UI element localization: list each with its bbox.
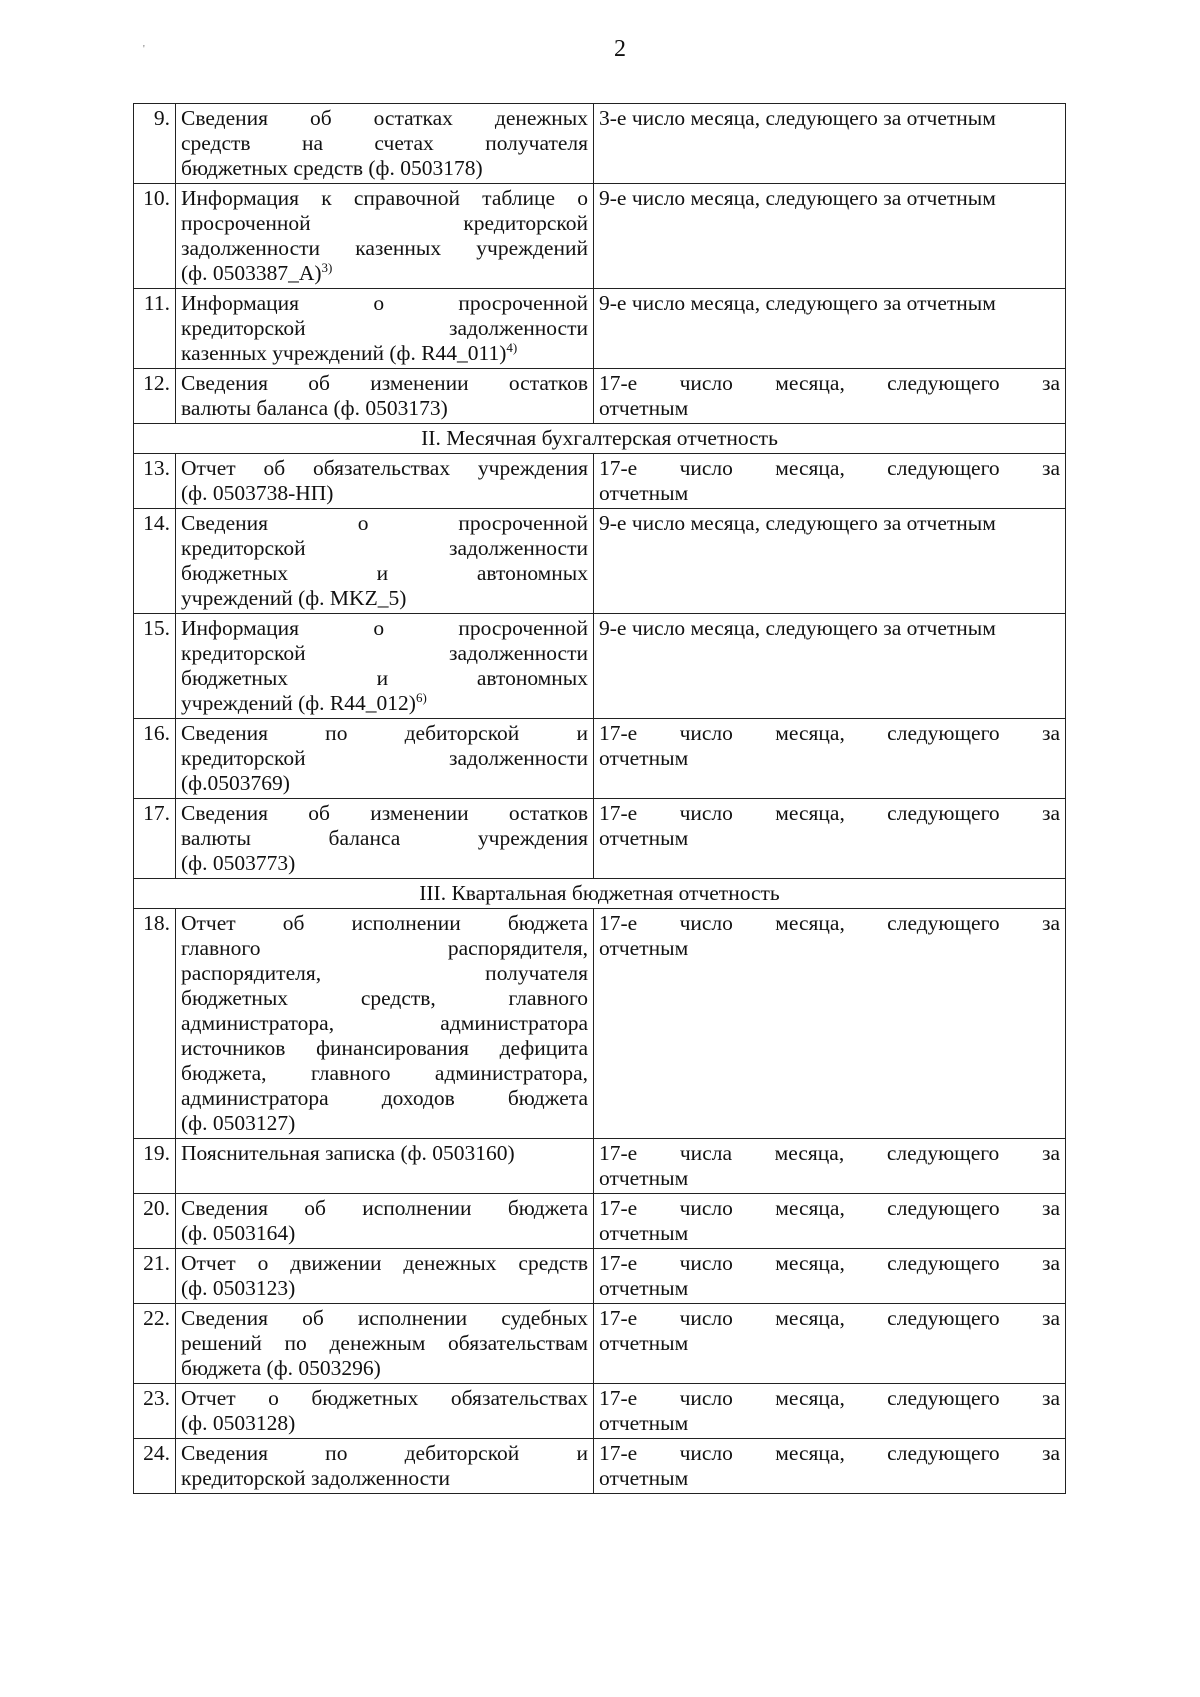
report-name-text: (ф. 0503773): [181, 851, 296, 875]
deadline-cell: [594, 1249, 1066, 1304]
deadline-cell: [594, 509, 1066, 614]
report-name-cell: [176, 369, 594, 424]
section-header-row: [134, 879, 1066, 909]
table-row: [134, 1249, 1066, 1304]
footnote-ref: 4): [506, 339, 518, 355]
section-title: II. Месячная бухгалтерская отчетность: [134, 424, 1066, 454]
report-name-text: Сведения об изменении остатков: [181, 801, 588, 825]
report-name-text: кредиторской задолженности: [181, 1466, 451, 1490]
table-row: [134, 509, 1066, 614]
row-number: 14.: [134, 509, 176, 614]
report-name-line: [181, 1011, 588, 1036]
report-name-text: кредиторской задолженности: [181, 316, 588, 340]
deadline-line: 9-е число месяца, следующего за отчетным: [599, 186, 996, 210]
report-name-text: бюджетных и автономных: [181, 561, 588, 585]
section-title: III. Квартальная бюджетная отчетность: [134, 879, 1066, 909]
report-name-line: [181, 291, 588, 316]
deadline-line: 17-е число месяца, следующего за: [599, 911, 1060, 935]
report-name-line: [181, 1331, 588, 1356]
report-name-text: казенных учреждений (ф. R44_011): [181, 341, 507, 365]
deadline-line: 17-е числа месяца, следующего за: [599, 1141, 1060, 1165]
deadline-line: отчетным: [599, 746, 689, 770]
report-name-text: Сведения об исполнении бюджета: [181, 1196, 588, 1220]
report-name-cell: [176, 1194, 594, 1249]
report-name-text: Отчет о движении денежных средств: [181, 1251, 588, 1275]
table-row: [134, 1139, 1066, 1194]
row-number: 15.: [134, 614, 176, 719]
report-name-text: источников финансирования дефицита: [181, 1036, 588, 1060]
deadline-line: 3-е число месяца, следующего за отчетным: [599, 106, 996, 130]
row-number: 18.: [134, 909, 176, 1139]
report-name-text: Отчет о бюджетных обязательствах: [181, 1386, 588, 1410]
report-name-line: [181, 396, 588, 421]
report-name-text: валюты баланса (ф. 0503173): [181, 396, 448, 420]
report-name-line: [181, 341, 588, 366]
report-name-cell: [176, 799, 594, 879]
report-name-text: распорядителя, получателя: [181, 961, 588, 985]
deadline-line: отчетным: [599, 826, 689, 850]
report-name-text: Информация к справочной таблице о: [181, 186, 588, 210]
deadline-cell: [594, 454, 1066, 509]
table-row: [134, 1384, 1066, 1439]
report-name-text: (ф. 0503123): [181, 1276, 296, 1300]
report-name-cell: [176, 104, 594, 184]
report-name-cell: [176, 1439, 594, 1494]
report-name-line: [181, 851, 588, 876]
row-number: 16.: [134, 719, 176, 799]
deadline-line: 17-е число месяца, следующего за: [599, 1306, 1060, 1330]
table-row: [134, 799, 1066, 879]
report-name-text: Пояснительная записка (ф. 0503160): [181, 1141, 515, 1165]
report-name-text: средств на счетах получателя: [181, 131, 588, 155]
deadline-line: отчетным: [599, 936, 689, 960]
report-name-line: [181, 106, 588, 131]
report-name-line: [181, 1196, 588, 1221]
deadline-cell: [594, 1139, 1066, 1194]
report-name-text: главного распорядителя,: [181, 936, 588, 960]
table-row: [134, 104, 1066, 184]
report-name-line: [181, 236, 588, 261]
deadline-line: отчетным: [599, 1411, 689, 1435]
report-name-line: [181, 691, 588, 716]
deadline-line: отчетным: [599, 1466, 689, 1490]
report-name-text: Сведения по дебиторской и: [181, 721, 588, 745]
report-name-line: [181, 1061, 588, 1086]
report-name-text: бюджета, главного администратора,: [181, 1061, 588, 1085]
deadline-line: 17-е число месяца, следующего за: [599, 371, 1060, 395]
deadline-cell: [594, 1384, 1066, 1439]
report-name-line: [181, 1141, 588, 1166]
table-row: [134, 614, 1066, 719]
row-number: 17.: [134, 799, 176, 879]
report-name-text: (ф.0503769): [181, 771, 290, 795]
deadline-line: 9-е число месяца, следующего за отчетным: [599, 291, 996, 315]
report-name-line: [181, 561, 588, 586]
row-number: 23.: [134, 1384, 176, 1439]
report-name-cell: [176, 1139, 594, 1194]
deadline-cell: [594, 614, 1066, 719]
deadline-line: отчетным: [599, 481, 689, 505]
report-name-text: Сведения об изменении остатков: [181, 371, 588, 395]
report-name-line: [181, 911, 588, 936]
report-name-line: [181, 1411, 588, 1436]
deadline-line: 17-е число месяца, следующего за: [599, 456, 1060, 480]
report-name-line: [181, 131, 588, 156]
report-name-line: [181, 801, 588, 826]
report-name-text: Сведения по дебиторской и: [181, 1441, 588, 1465]
row-number: 19.: [134, 1139, 176, 1194]
report-name-line: [181, 1356, 588, 1381]
report-name-cell: [176, 719, 594, 799]
table-row: [134, 184, 1066, 289]
section-header-row: [134, 424, 1066, 454]
footnote-ref: 3): [321, 259, 333, 275]
report-name-cell: [176, 1384, 594, 1439]
deadline-line: отчетным: [599, 1166, 689, 1190]
table-row: [134, 1304, 1066, 1384]
report-name-line: [181, 1466, 588, 1491]
report-name-line: [181, 586, 588, 611]
report-name-cell: [176, 909, 594, 1139]
deadline-cell: [594, 184, 1066, 289]
report-name-line: [181, 1086, 588, 1111]
deadline-cell: [594, 104, 1066, 184]
table-row: [134, 454, 1066, 509]
report-name-text: кредиторской задолженности: [181, 536, 588, 560]
report-name-text: (ф. 0503128): [181, 1411, 296, 1435]
report-name-line: [181, 746, 588, 771]
report-name-text: бюджетных и автономных: [181, 666, 588, 690]
row-number: 11.: [134, 289, 176, 369]
deadline-cell: [594, 1439, 1066, 1494]
report-name-line: [181, 371, 588, 396]
report-name-line: [181, 1036, 588, 1061]
report-name-line: [181, 316, 588, 341]
report-name-line: [181, 481, 588, 506]
scan-mark: ': [143, 44, 145, 55]
report-name-text: бюджета (ф. 0503296): [181, 1356, 381, 1380]
report-name-text: (ф. 0503164): [181, 1221, 296, 1245]
deadline-line: 9-е число месяца, следующего за отчетным: [599, 511, 996, 535]
report-name-line: [181, 156, 588, 181]
deadline-cell: [594, 369, 1066, 424]
table-row: [134, 909, 1066, 1139]
report-name-text: учреждений (ф. MKZ_5): [181, 586, 407, 610]
report-name-text: администратора доходов бюджета: [181, 1086, 588, 1110]
report-name-text: (ф. 0503127): [181, 1111, 296, 1135]
report-name-text: Информация о просроченной: [181, 291, 588, 315]
row-number: 10.: [134, 184, 176, 289]
row-number: 24.: [134, 1439, 176, 1494]
row-number: 12.: [134, 369, 176, 424]
report-name-line: [181, 1251, 588, 1276]
row-number: 20.: [134, 1194, 176, 1249]
report-name-text: бюджетных средств (ф. 0503178): [181, 156, 483, 180]
row-number: 21.: [134, 1249, 176, 1304]
report-name-line: [181, 1386, 588, 1411]
report-name-line: [181, 616, 588, 641]
report-name-text: валюты баланса учреждения: [181, 826, 588, 850]
deadline-line: 17-е число месяца, следующего за: [599, 1386, 1060, 1410]
footnote-ref: 6): [415, 689, 427, 705]
report-name-line: [181, 826, 588, 851]
deadline-cell: [594, 719, 1066, 799]
report-name-cell: [176, 184, 594, 289]
report-name-line: [181, 261, 588, 286]
report-name-line: [181, 1221, 588, 1246]
report-name-text: Отчет об исполнении бюджета: [181, 911, 588, 935]
report-name-line: [181, 511, 588, 536]
report-name-cell: [176, 454, 594, 509]
deadline-line: отчетным: [599, 1221, 689, 1245]
deadline-line: 17-е число месяца, следующего за: [599, 721, 1060, 745]
report-name-text: Сведения об остатках денежных: [181, 106, 588, 130]
deadline-cell: [594, 1194, 1066, 1249]
report-name-line: [181, 1306, 588, 1331]
row-number: 22.: [134, 1304, 176, 1384]
report-name-line: [181, 666, 588, 691]
report-name-cell: [176, 509, 594, 614]
page-number: 2: [614, 36, 626, 62]
deadline-cell: [594, 289, 1066, 369]
report-name-cell: [176, 614, 594, 719]
deadline-line: 17-е число месяца, следующего за: [599, 1196, 1060, 1220]
report-name-text: Отчет об обязательствах учреждения: [181, 456, 588, 480]
report-name-line: [181, 186, 588, 211]
row-number: 9.: [134, 104, 176, 184]
deadline-cell: [594, 909, 1066, 1139]
report-name-text: (ф. 0503387_А): [181, 261, 322, 285]
report-name-line: [181, 771, 588, 796]
deadline-cell: [594, 799, 1066, 879]
report-name-line: [181, 721, 588, 746]
report-name-line: [181, 986, 588, 1011]
table-row: [134, 1439, 1066, 1494]
report-name-line: [181, 456, 588, 481]
report-name-text: бюджетных средств, главного: [181, 986, 588, 1010]
deadline-line: отчетным: [599, 396, 689, 420]
report-name-line: [181, 536, 588, 561]
deadline-line: 17-е число месяца, следующего за: [599, 801, 1060, 825]
report-name-line: [181, 1276, 588, 1301]
report-name-text: администратора, администратора: [181, 1011, 588, 1035]
report-name-text: кредиторской задолженности: [181, 746, 588, 770]
deadline-line: отчетным: [599, 1276, 689, 1300]
report-name-text: Сведения об исполнении судебных: [181, 1306, 588, 1330]
report-name-line: [181, 1441, 588, 1466]
table-row: [134, 1194, 1066, 1249]
report-name-text: учреждений (ф. R44_012): [181, 691, 416, 715]
report-name-cell: [176, 1249, 594, 1304]
report-name-text: просроченной кредиторской: [181, 211, 588, 235]
reporting-schedule-table: [133, 103, 1066, 1494]
report-name-line: [181, 936, 588, 961]
report-name-text: Информация о просроченной: [181, 616, 588, 640]
deadline-line: 17-е число месяца, следующего за: [599, 1441, 1060, 1465]
report-name-text: (ф. 0503738-НП): [181, 481, 334, 505]
report-name-cell: [176, 289, 594, 369]
table-row: [134, 289, 1066, 369]
table-row: [134, 719, 1066, 799]
deadline-line: 17-е число месяца, следующего за: [599, 1251, 1060, 1275]
report-name-text: задолженности казенных учреждений: [181, 236, 588, 260]
deadline-cell: [594, 1304, 1066, 1384]
report-name-line: [181, 1111, 588, 1136]
row-number: 13.: [134, 454, 176, 509]
deadline-line: отчетным: [599, 1331, 689, 1355]
report-name-text: кредиторской задолженности: [181, 641, 588, 665]
report-name-line: [181, 961, 588, 986]
report-name-line: [181, 641, 588, 666]
report-name-text: решений по денежным обязательствам: [181, 1331, 588, 1355]
report-name-cell: [176, 1304, 594, 1384]
deadline-line: 9-е число месяца, следующего за отчетным: [599, 616, 996, 640]
table-row: [134, 369, 1066, 424]
report-name-line: [181, 211, 588, 236]
report-name-text: Сведения о просроченной: [181, 511, 588, 535]
